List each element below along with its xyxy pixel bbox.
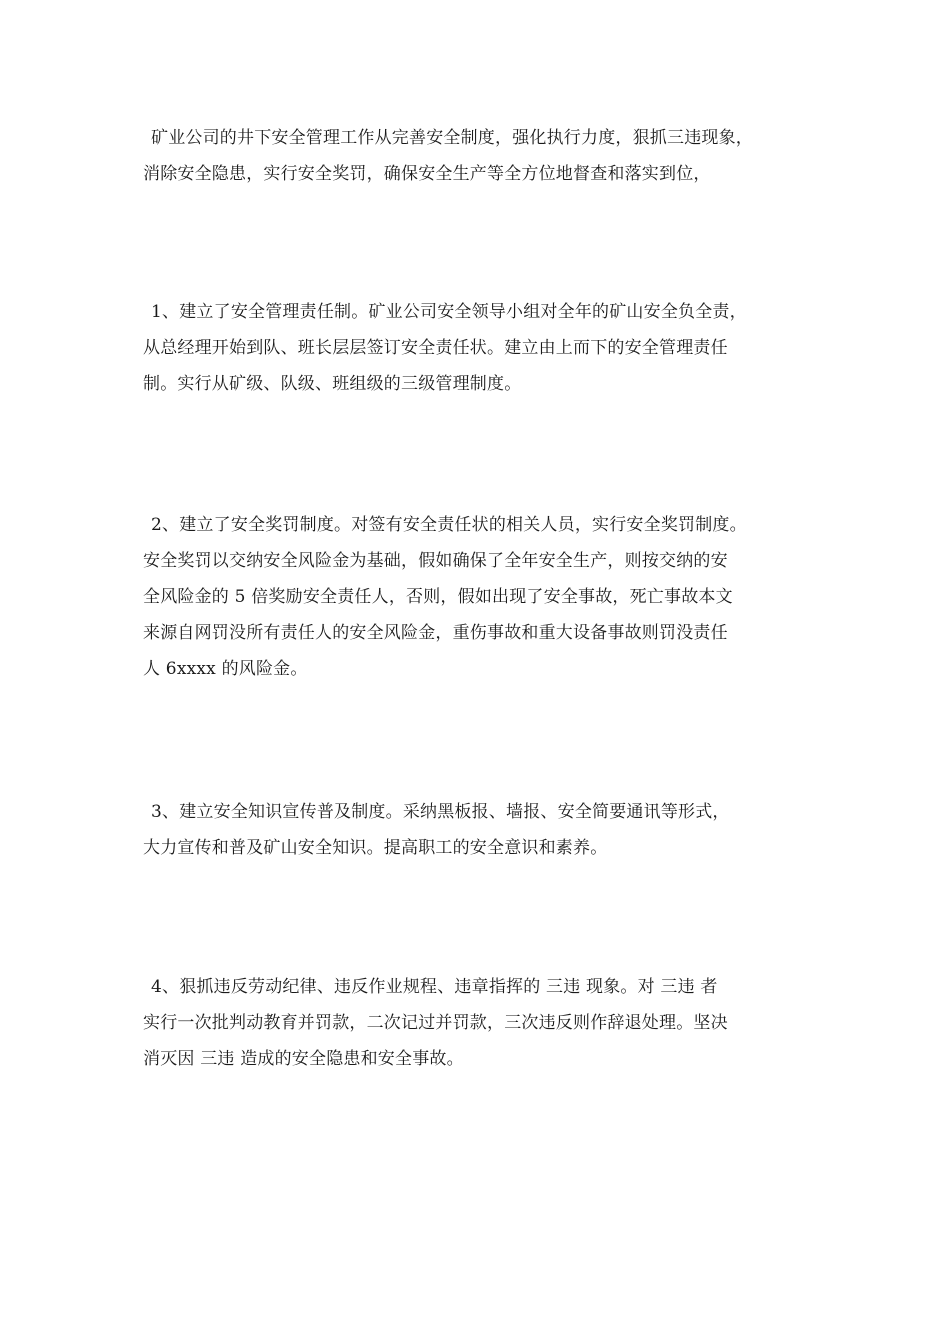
text-line: 来源自网罚没所有责任人的安全风险金，重伤事故和重大设备事故则罚没责任 <box>143 623 728 643</box>
paragraph-item-1 <box>143 294 815 402</box>
text-line: 安全奖罚以交纳安全风险金为基础，假如确保了全年安全生产，则按交纳的安 <box>143 551 728 571</box>
text-line: 制。实行从矿级、队级、班组级的三级管理制度。 <box>143 374 522 394</box>
text-line: 人 6xxxx 的风险金。 <box>143 659 308 679</box>
text-line: 矿业公司的井下安全管理工作从完善安全制度，强化执行力度，狠抓三违现象， <box>151 128 753 148</box>
paragraph-item-2 <box>143 507 815 687</box>
text-line: 从总经理开始到队、班长层层签订安全责任状。建立由上而下的安全管理责任 <box>143 338 728 358</box>
paragraph-item-4 <box>143 969 815 1077</box>
text-line: 2、建立了安全奖罚制度。对签有安全责任状的相关人员，实行安全奖罚制度。 <box>151 515 747 535</box>
text-line: 大力宣传和普及矿山安全知识。提高职工的安全意识和素养。 <box>143 838 608 858</box>
text-line: 1、建立了安全管理责任制。矿业公司安全领导小组对全年的矿山安全负全责， <box>151 302 747 322</box>
text-line: 3、建立安全知识宣传普及制度。采纳黑板报、墙报、安全简要通讯等形式， <box>151 802 730 822</box>
paragraph-intro <box>143 120 815 192</box>
paragraph-item-3 <box>143 794 815 866</box>
text-line: 4、狠抓违反劳动纪律、违反作业规程、违章指挥的 三违 现象。对 三违 者 <box>151 977 718 997</box>
text-line: 全风险金的 5 倍奖励安全责任人，否则，假如出现了安全事故，死亡事故本文 <box>143 587 733 607</box>
text-line: 消除安全隐患，实行安全奖罚，确保安全生产等全方位地督查和落实到位， <box>143 164 711 184</box>
text-line: 消灭因 三违 造成的安全隐患和安全事故。 <box>143 1049 464 1069</box>
text-line: 实行一次批判动教育并罚款，二次记过并罚款，三次违反则作辞退处理。坚决 <box>143 1013 728 1033</box>
